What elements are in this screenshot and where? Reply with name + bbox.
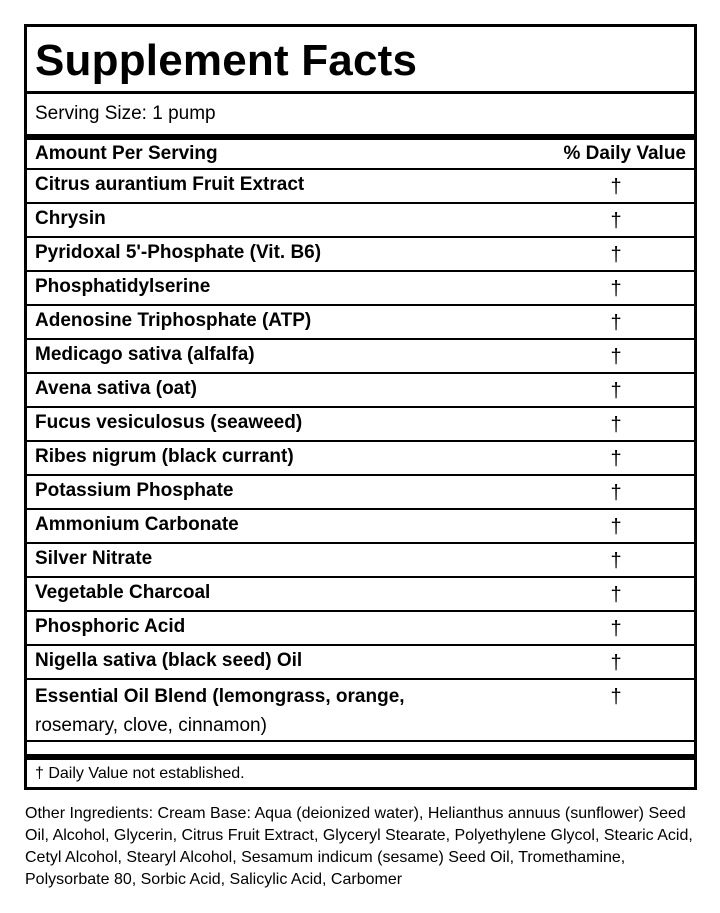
footnote: † Daily Value not established. — [35, 765, 245, 782]
daily-value-dagger: † — [610, 516, 622, 538]
ingredient-name: Vegetable Charcoal — [35, 582, 211, 603]
table-row — [27, 272, 694, 306]
ingredient-name: Adenosine Triphosphate (ATP) — [35, 310, 312, 331]
amount-per-serving-header: Amount Per Serving — [35, 143, 218, 164]
supplement-facts-panel — [24, 24, 697, 790]
table-row — [27, 204, 694, 238]
ingredient-name: Pyridoxal 5'-Phosphate (Vit. B6) — [35, 242, 322, 263]
daily-value-dagger: † — [610, 652, 622, 674]
spacer — [27, 742, 694, 754]
daily-value-dagger: † — [610, 278, 622, 300]
table-row — [27, 442, 694, 476]
daily-value-dagger: † — [610, 550, 622, 572]
table-row-blend — [27, 680, 694, 742]
daily-value-dagger: † — [610, 686, 622, 708]
blend-components: rosemary, clove, cinnamon) — [35, 715, 267, 736]
table-row — [27, 578, 694, 612]
table-row — [27, 170, 694, 204]
ingredient-name: Citrus aurantium Fruit Extract — [35, 174, 305, 195]
ingredient-name: Silver Nitrate — [35, 548, 153, 569]
ingredient-name: Phosphatidylserine — [35, 276, 211, 297]
ingredient-name: Ammonium Carbonate — [35, 514, 239, 535]
daily-value-dagger: † — [610, 482, 622, 504]
table-header — [27, 140, 694, 170]
daily-value-dagger: † — [610, 346, 622, 368]
table-row — [27, 510, 694, 544]
table-row — [27, 646, 694, 680]
blend-name: Essential Oil Blend (lemongrass, orange, — [35, 686, 405, 707]
ingredient-name: Medicago sativa (alfalfa) — [35, 344, 255, 365]
ingredient-list — [27, 170, 694, 680]
table-row — [27, 238, 694, 272]
other-ingredients: Other Ingredients: Cream Base: Aqua (deionized water), Helianthus annuus (sunflower) Seed Oil, Alcohol, Glycerin, Citrus Fruit Extract, Glyceryl Stearate, Polyethylene Glycol, Stearic Acid, Cetyl Alcohol, Stearyl Alcohol, Sesamum indicum (sesame) Seed Oil, Tromethamine, Polysorbate 80, Sorbic Acid, Salicylic Acid, Carbomer — [25, 805, 693, 888]
table-row — [27, 544, 694, 578]
ingredient-name: Phosphoric Acid — [35, 616, 186, 637]
ingredient-name: Avena sativa (oat) — [35, 378, 197, 399]
table-row — [27, 340, 694, 374]
daily-value-dagger: † — [610, 448, 622, 470]
serving-size: Serving Size: 1 pump — [35, 103, 216, 124]
table-row — [27, 612, 694, 646]
ingredient-name: Ribes nigrum (black currant) — [35, 446, 294, 467]
ingredient-name: Fucus vesiculosus (seaweed) — [35, 412, 303, 433]
table-row — [27, 374, 694, 408]
table-row — [27, 408, 694, 442]
panel-title: Supplement Facts — [27, 27, 694, 94]
ingredient-name: Chrysin — [35, 208, 106, 229]
table-row — [27, 476, 694, 510]
daily-value-dagger: † — [610, 312, 622, 334]
daily-value-dagger: † — [610, 584, 622, 606]
daily-value-dagger: † — [610, 244, 622, 266]
table-row — [27, 306, 694, 340]
daily-value-header: % Daily Value — [563, 143, 686, 164]
ingredient-name: Potassium Phosphate — [35, 480, 234, 501]
daily-value-dagger: † — [610, 380, 622, 402]
ingredient-name — [35, 680, 405, 740]
daily-value-dagger: † — [610, 176, 622, 198]
daily-value-dagger: † — [610, 210, 622, 232]
daily-value-dagger: † — [610, 618, 622, 640]
ingredient-name: Nigella sativa (black seed) Oil — [35, 650, 303, 671]
daily-value-dagger: † — [610, 414, 622, 436]
